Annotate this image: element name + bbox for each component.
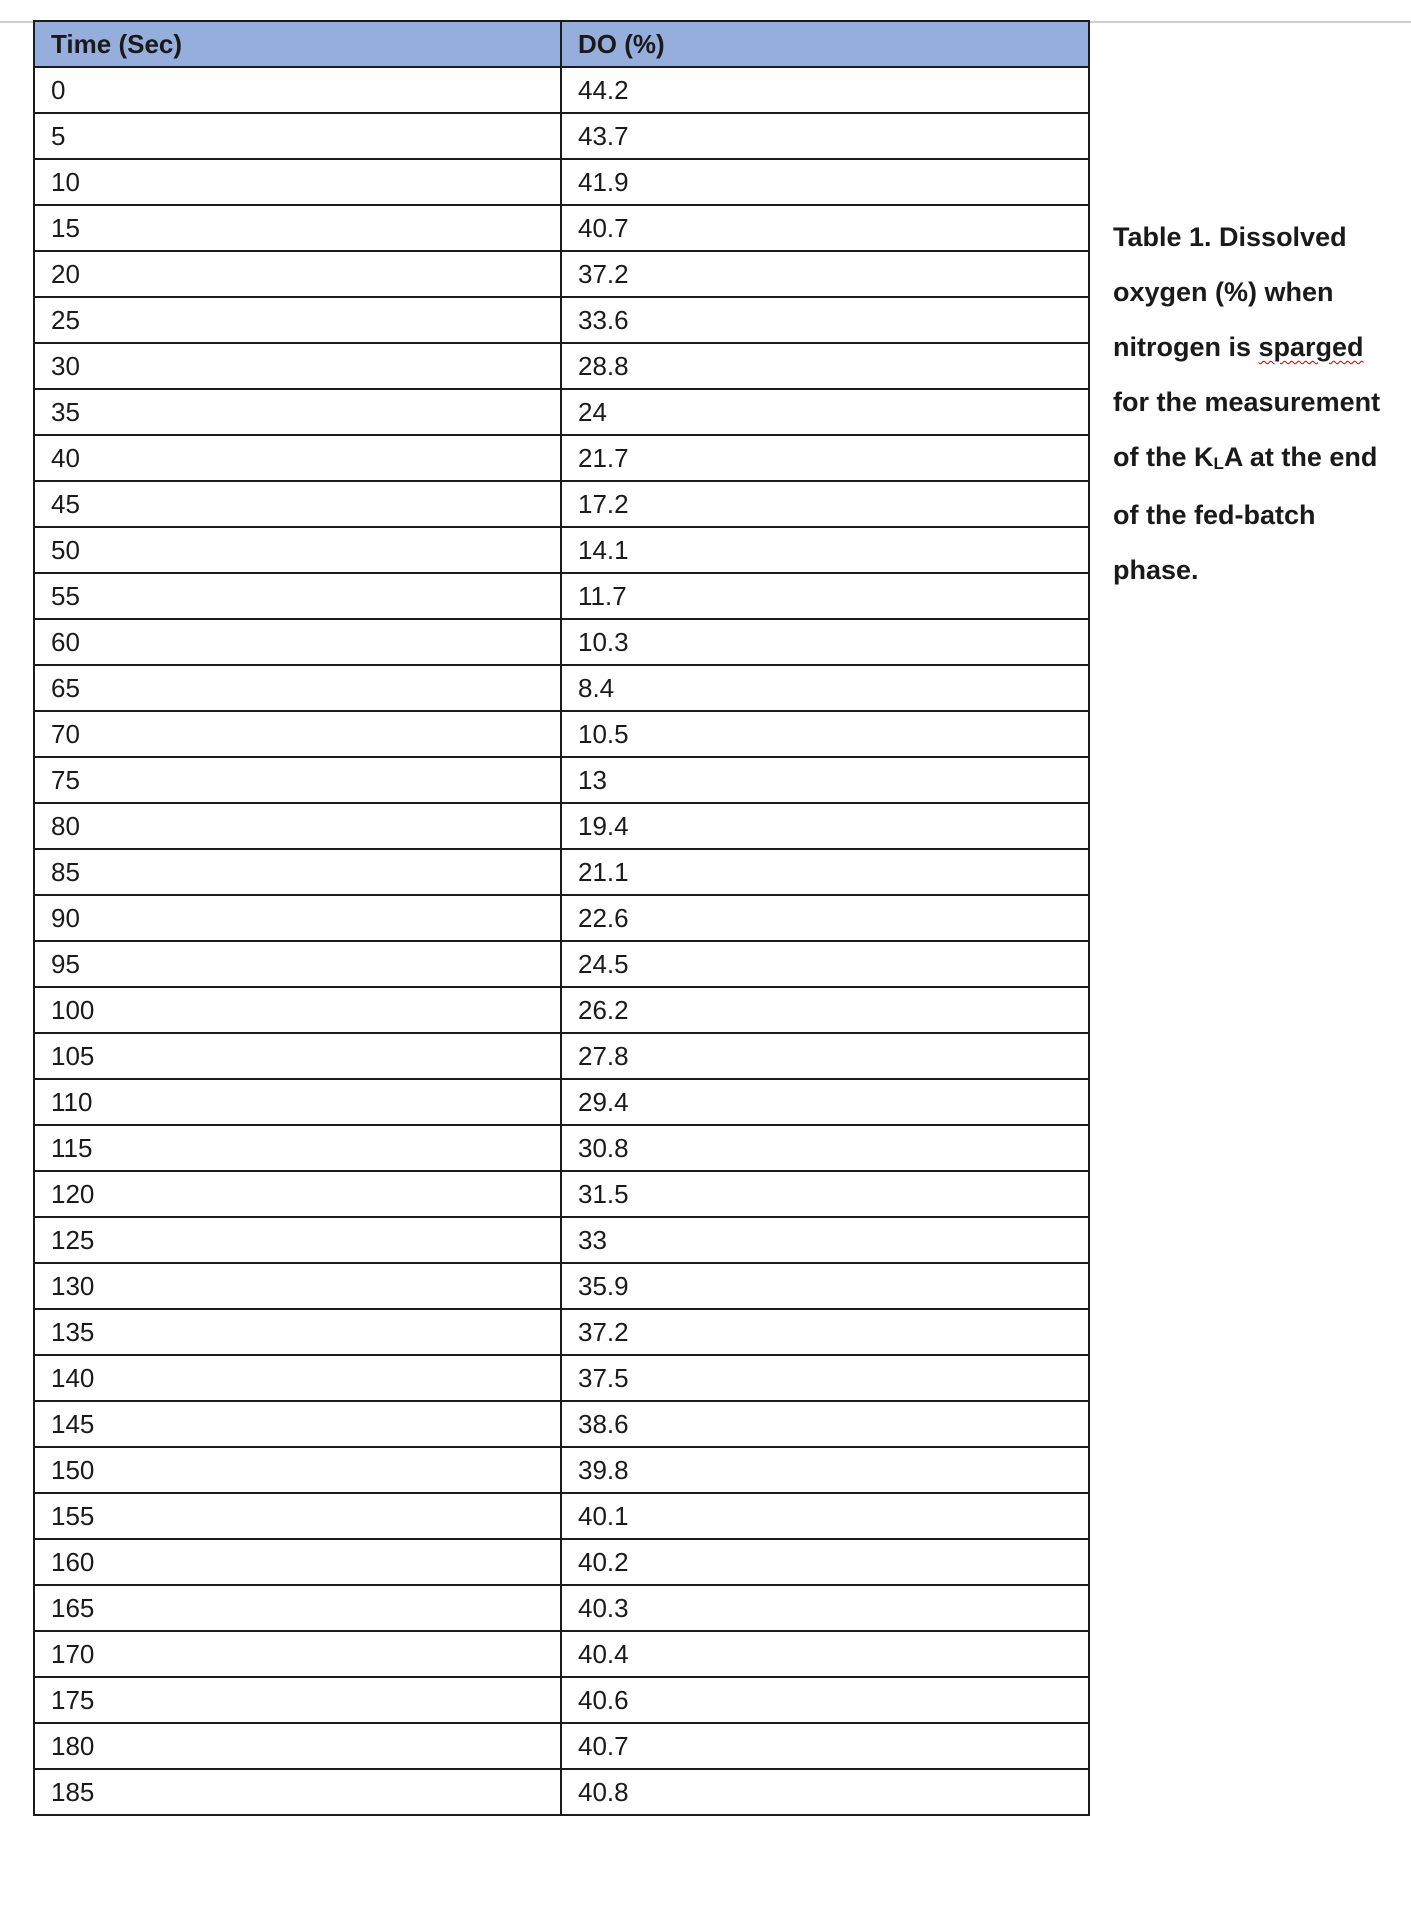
table-row (34, 1125, 1089, 1171)
table-row (34, 1217, 1089, 1263)
do-cell: 40.4 (561, 1631, 1089, 1677)
table-row (34, 1585, 1089, 1631)
do-data-table (33, 20, 1090, 1816)
do-cell: 40.7 (561, 1723, 1089, 1769)
time-cell: 145 (34, 1401, 561, 1447)
time-cell: 140 (34, 1355, 561, 1401)
table-row (34, 67, 1089, 113)
table-row (34, 1079, 1089, 1125)
do-cell: 41.9 (561, 159, 1089, 205)
time-cell: 25 (34, 297, 561, 343)
table-row (34, 711, 1089, 757)
table-caption (1113, 210, 1403, 598)
table-body (34, 67, 1089, 1815)
table-row (34, 481, 1089, 527)
time-cell: 165 (34, 1585, 561, 1631)
table-row (34, 573, 1089, 619)
caption-text-part3: A at the end of the fed-batch phase. (1113, 442, 1378, 585)
caption-text-part1: Table 1. Dissolved oxygen (%) when nitrogen is (1113, 222, 1347, 362)
time-cell: 170 (34, 1631, 561, 1677)
caption-text-part2: for the measurement of the K (1113, 387, 1381, 472)
do-cell: 17.2 (561, 481, 1089, 527)
do-cell: 40.2 (561, 1539, 1089, 1585)
table-row (34, 849, 1089, 895)
do-cell: 40.8 (561, 1769, 1089, 1815)
time-cell: 80 (34, 803, 561, 849)
table-row (34, 895, 1089, 941)
time-cell: 135 (34, 1309, 561, 1355)
table-row (34, 159, 1089, 205)
do-cell: 44.2 (561, 67, 1089, 113)
table-row (34, 757, 1089, 803)
time-cell: 125 (34, 1217, 561, 1263)
table-row (34, 1309, 1089, 1355)
do-cell: 27.8 (561, 1033, 1089, 1079)
time-cell: 85 (34, 849, 561, 895)
time-cell: 95 (34, 941, 561, 987)
table-row (34, 113, 1089, 159)
table-header (34, 21, 1089, 67)
do-cell: 10.3 (561, 619, 1089, 665)
table-row (34, 1493, 1089, 1539)
do-cell: 21.7 (561, 435, 1089, 481)
table-row (34, 1401, 1089, 1447)
table-row (34, 1539, 1089, 1585)
table-row (34, 1769, 1089, 1815)
do-cell: 37.2 (561, 251, 1089, 297)
table-row (34, 1631, 1089, 1677)
do-cell: 40.1 (561, 1493, 1089, 1539)
do-cell: 43.7 (561, 113, 1089, 159)
time-cell: 115 (34, 1125, 561, 1171)
table-row (34, 435, 1089, 481)
table-row (34, 1355, 1089, 1401)
time-cell: 70 (34, 711, 561, 757)
do-cell: 14.1 (561, 527, 1089, 573)
do-cell: 31.5 (561, 1171, 1089, 1217)
time-cell: 105 (34, 1033, 561, 1079)
do-cell: 39.8 (561, 1447, 1089, 1493)
do-cell: 38.6 (561, 1401, 1089, 1447)
time-column-header: Time (Sec) (34, 21, 561, 67)
table-row (34, 941, 1089, 987)
table-row (34, 803, 1089, 849)
do-cell: 8.4 (561, 665, 1089, 711)
time-cell: 65 (34, 665, 561, 711)
table-row (34, 987, 1089, 1033)
time-cell: 180 (34, 1723, 561, 1769)
time-cell: 55 (34, 573, 561, 619)
table-row (34, 1263, 1089, 1309)
time-cell: 30 (34, 343, 561, 389)
time-cell: 0 (34, 67, 561, 113)
do-cell: 19.4 (561, 803, 1089, 849)
do-cell: 40.6 (561, 1677, 1089, 1723)
do-cell: 29.4 (561, 1079, 1089, 1125)
do-cell: 40.3 (561, 1585, 1089, 1631)
caption-misspelled-word[interactable]: sparged (1258, 332, 1364, 362)
time-cell: 100 (34, 987, 561, 1033)
time-cell: 175 (34, 1677, 561, 1723)
do-cell: 33.6 (561, 297, 1089, 343)
time-cell: 185 (34, 1769, 561, 1815)
do-cell: 28.8 (561, 343, 1089, 389)
time-cell: 35 (34, 389, 561, 435)
table-header-row (34, 21, 1089, 67)
table-row (34, 1677, 1089, 1723)
table-row (34, 619, 1089, 665)
table-row (34, 665, 1089, 711)
time-cell: 40 (34, 435, 561, 481)
time-cell: 5 (34, 113, 561, 159)
time-cell: 90 (34, 895, 561, 941)
table-row (34, 1447, 1089, 1493)
time-cell: 75 (34, 757, 561, 803)
do-cell: 10.5 (561, 711, 1089, 757)
caption-subscript: L (1213, 454, 1224, 473)
time-cell: 150 (34, 1447, 561, 1493)
do-cell: 11.7 (561, 573, 1089, 619)
time-cell: 50 (34, 527, 561, 573)
table-row (34, 251, 1089, 297)
do-cell: 33 (561, 1217, 1089, 1263)
do-cell: 24 (561, 389, 1089, 435)
do-cell: 13 (561, 757, 1089, 803)
time-cell: 60 (34, 619, 561, 665)
do-cell: 26.2 (561, 987, 1089, 1033)
table-row (34, 1723, 1089, 1769)
do-cell: 40.7 (561, 205, 1089, 251)
time-cell: 155 (34, 1493, 561, 1539)
time-cell: 120 (34, 1171, 561, 1217)
table-row (34, 343, 1089, 389)
time-cell: 15 (34, 205, 561, 251)
do-column-header: DO (%) (561, 21, 1089, 67)
time-cell: 45 (34, 481, 561, 527)
table-row (34, 1171, 1089, 1217)
time-cell: 160 (34, 1539, 561, 1585)
do-cell: 24.5 (561, 941, 1089, 987)
do-cell: 37.2 (561, 1309, 1089, 1355)
table-row (34, 205, 1089, 251)
time-cell: 20 (34, 251, 561, 297)
table-row (34, 389, 1089, 435)
time-cell: 110 (34, 1079, 561, 1125)
table-row (34, 527, 1089, 573)
table-row (34, 1033, 1089, 1079)
do-cell: 37.5 (561, 1355, 1089, 1401)
table-row (34, 297, 1089, 343)
do-cell: 30.8 (561, 1125, 1089, 1171)
time-cell: 130 (34, 1263, 561, 1309)
time-cell: 10 (34, 159, 561, 205)
do-cell: 21.1 (561, 849, 1089, 895)
do-cell: 22.6 (561, 895, 1089, 941)
do-cell: 35.9 (561, 1263, 1089, 1309)
